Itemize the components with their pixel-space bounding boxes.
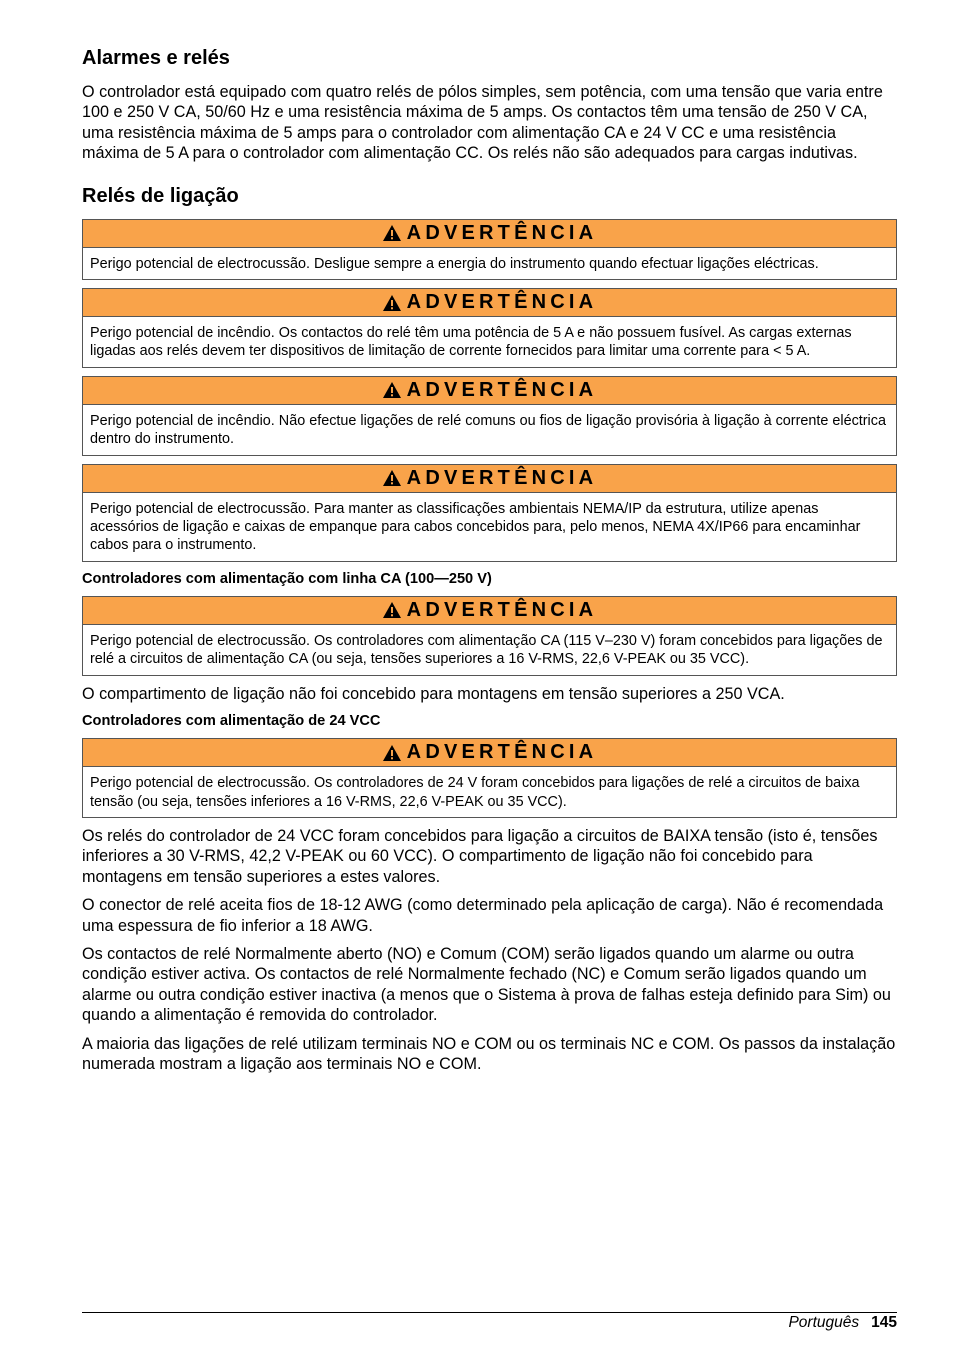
warning-title: ADVERTÊNCIA bbox=[406, 598, 598, 621]
terminals-paragraph: A maioria das ligações de relé utilizam terminais NO e COM ou os terminais NC e COM. Os passos da instalação numerada mostram a ligação aos terminais NO e COM. bbox=[82, 1034, 896, 1073]
warning-text: Perigo potencial de electrocussão. Para manter as classificações ambientais NEMA/IP da estrutura, utilize apenas acessórios de ligação e caixas de empanque para cabos concebidos para, pelo menos, NEMA 4X/IP66 para encaminhar cabos para o instrumento. bbox=[90, 500, 861, 554]
warning-header bbox=[83, 597, 896, 625]
warning-header bbox=[83, 465, 896, 493]
warning-title: ADVERTÊNCIA bbox=[406, 466, 598, 489]
page-footer bbox=[82, 1312, 897, 1331]
warning-triangle-icon bbox=[382, 744, 402, 762]
footer-language: Português bbox=[788, 1314, 860, 1331]
warning-triangle-icon bbox=[382, 224, 402, 242]
warning-header bbox=[83, 377, 896, 405]
warning-triangle-icon bbox=[382, 381, 402, 399]
page-number: 145 bbox=[871, 1314, 897, 1331]
warning-box bbox=[82, 596, 897, 676]
contacts-paragraph: Os contactos de relé Normalmente aberto (NO) e Comum (COM) serão ligados quando um alarme ou outra condição estiver activa. Os contactos de relé Normalmente fechado (NC) e Comum serão ligados quando um alarme ou outra condição estiver inactiva (a menos que o Sistema à prova de falhas esteja definido para Sim) ou quando a alimentação é removida do controlador. bbox=[82, 944, 891, 1025]
alarms-paragraph: O controlador está equipado com quatro relés de pólos simples, sem potência, com uma tensão que varia entre 100 e 250 V CA, 50/60 Hz e uma resistência máxima de 5 amps. Os contactos têm uma tensão de 250 V CA, uma resistência máxima de 5 amps para o controlador com alimentação CA e 24 V CC e uma resistência máxima de 5 A para o controlador com alimentação CC. Os relés não são adequados para cargas indutivas. bbox=[82, 83, 883, 163]
warning-box bbox=[82, 376, 897, 456]
warning-text: Perigo potencial de electrocussão. Os controladores de 24 V foram concebidos para ligações de relé a circuitos de baixa tensão (ou seja, tensões inferiores a 16 V-RMS, 22,6 V-PEAK ou 35 VCC). bbox=[90, 775, 860, 810]
warning-box bbox=[82, 464, 897, 562]
warning-box bbox=[82, 738, 897, 818]
warning-header bbox=[83, 739, 896, 767]
warning-text: Perigo potencial de incêndio. Os contactos do relé têm uma potência de 5 A e não possuem fusível. As cargas externas ligadas aos relés devem ter dispositivos de limitação de corrente fornecidos para limitar uma corrente para < 5 A. bbox=[90, 325, 852, 360]
dc-paragraph: Os relés do controlador de 24 VCC foram concebidos para ligação a circuitos de BAIXA tensão (isto é, tensões inferiores a 30 V-RMS, 42,2 V-PEAK ou 60 VCC). O compartimento de ligação não foi concebido para montagens em tensão superiores a estes valores. bbox=[82, 826, 878, 886]
warning-title: ADVERTÊNCIA bbox=[406, 378, 598, 401]
warning-triangle-icon bbox=[382, 601, 402, 619]
subheading-dc-controllers: Controladores com alimentação de 24 VCC bbox=[82, 713, 381, 730]
wire-gauge-paragraph: O conector de relé aceita fios de 18-12 AWG (como determinado pela aplicação de carga). Não é recomendada uma espessura de fio inferior a 18 AWG. bbox=[82, 896, 884, 935]
footer-text bbox=[788, 1314, 897, 1332]
warning-header bbox=[83, 289, 896, 317]
warning-box bbox=[82, 219, 897, 280]
section-title-relay-wiring: Relés de ligação bbox=[82, 184, 239, 207]
subheading-ac-controllers: Controladores com alimentação com linha CA (100—250 V) bbox=[82, 570, 492, 587]
warning-title: ADVERTÊNCIA bbox=[406, 291, 598, 314]
warning-triangle-icon bbox=[382, 294, 402, 312]
section-title-alarms: Alarmes e relés bbox=[82, 47, 230, 69]
warning-text: Perigo potencial de electrocussão. Desligue sempre a energia do instrumento quando efectuar ligações eléctricas. bbox=[90, 255, 819, 272]
ac-paragraph: O compartimento de ligação não foi concebido para montagens em tensão superiores a 250 VCA. bbox=[82, 684, 785, 703]
warning-header bbox=[83, 220, 896, 248]
document-page bbox=[82, 46, 897, 1082]
warning-title: ADVERTÊNCIA bbox=[406, 221, 598, 244]
warning-box bbox=[82, 288, 897, 368]
warning-text: Perigo potencial de incêndio. Não efectue ligações de relé comuns ou fios de ligação provisória à ligação à corrente eléctrica dentro do instrumento. bbox=[90, 412, 886, 448]
warning-title: ADVERTÊNCIA bbox=[406, 741, 598, 764]
warning-text: Perigo potencial de electrocussão. Os controladores com alimentação CA (115 V–230 V) foram concebidos para ligações de relé a circuitos de alimentação CA (ou seja, tensões superiores a 16 V-RMS, 22,6 V-PEAK ou 35 VCC). bbox=[90, 632, 883, 668]
warning-triangle-icon bbox=[382, 469, 402, 487]
